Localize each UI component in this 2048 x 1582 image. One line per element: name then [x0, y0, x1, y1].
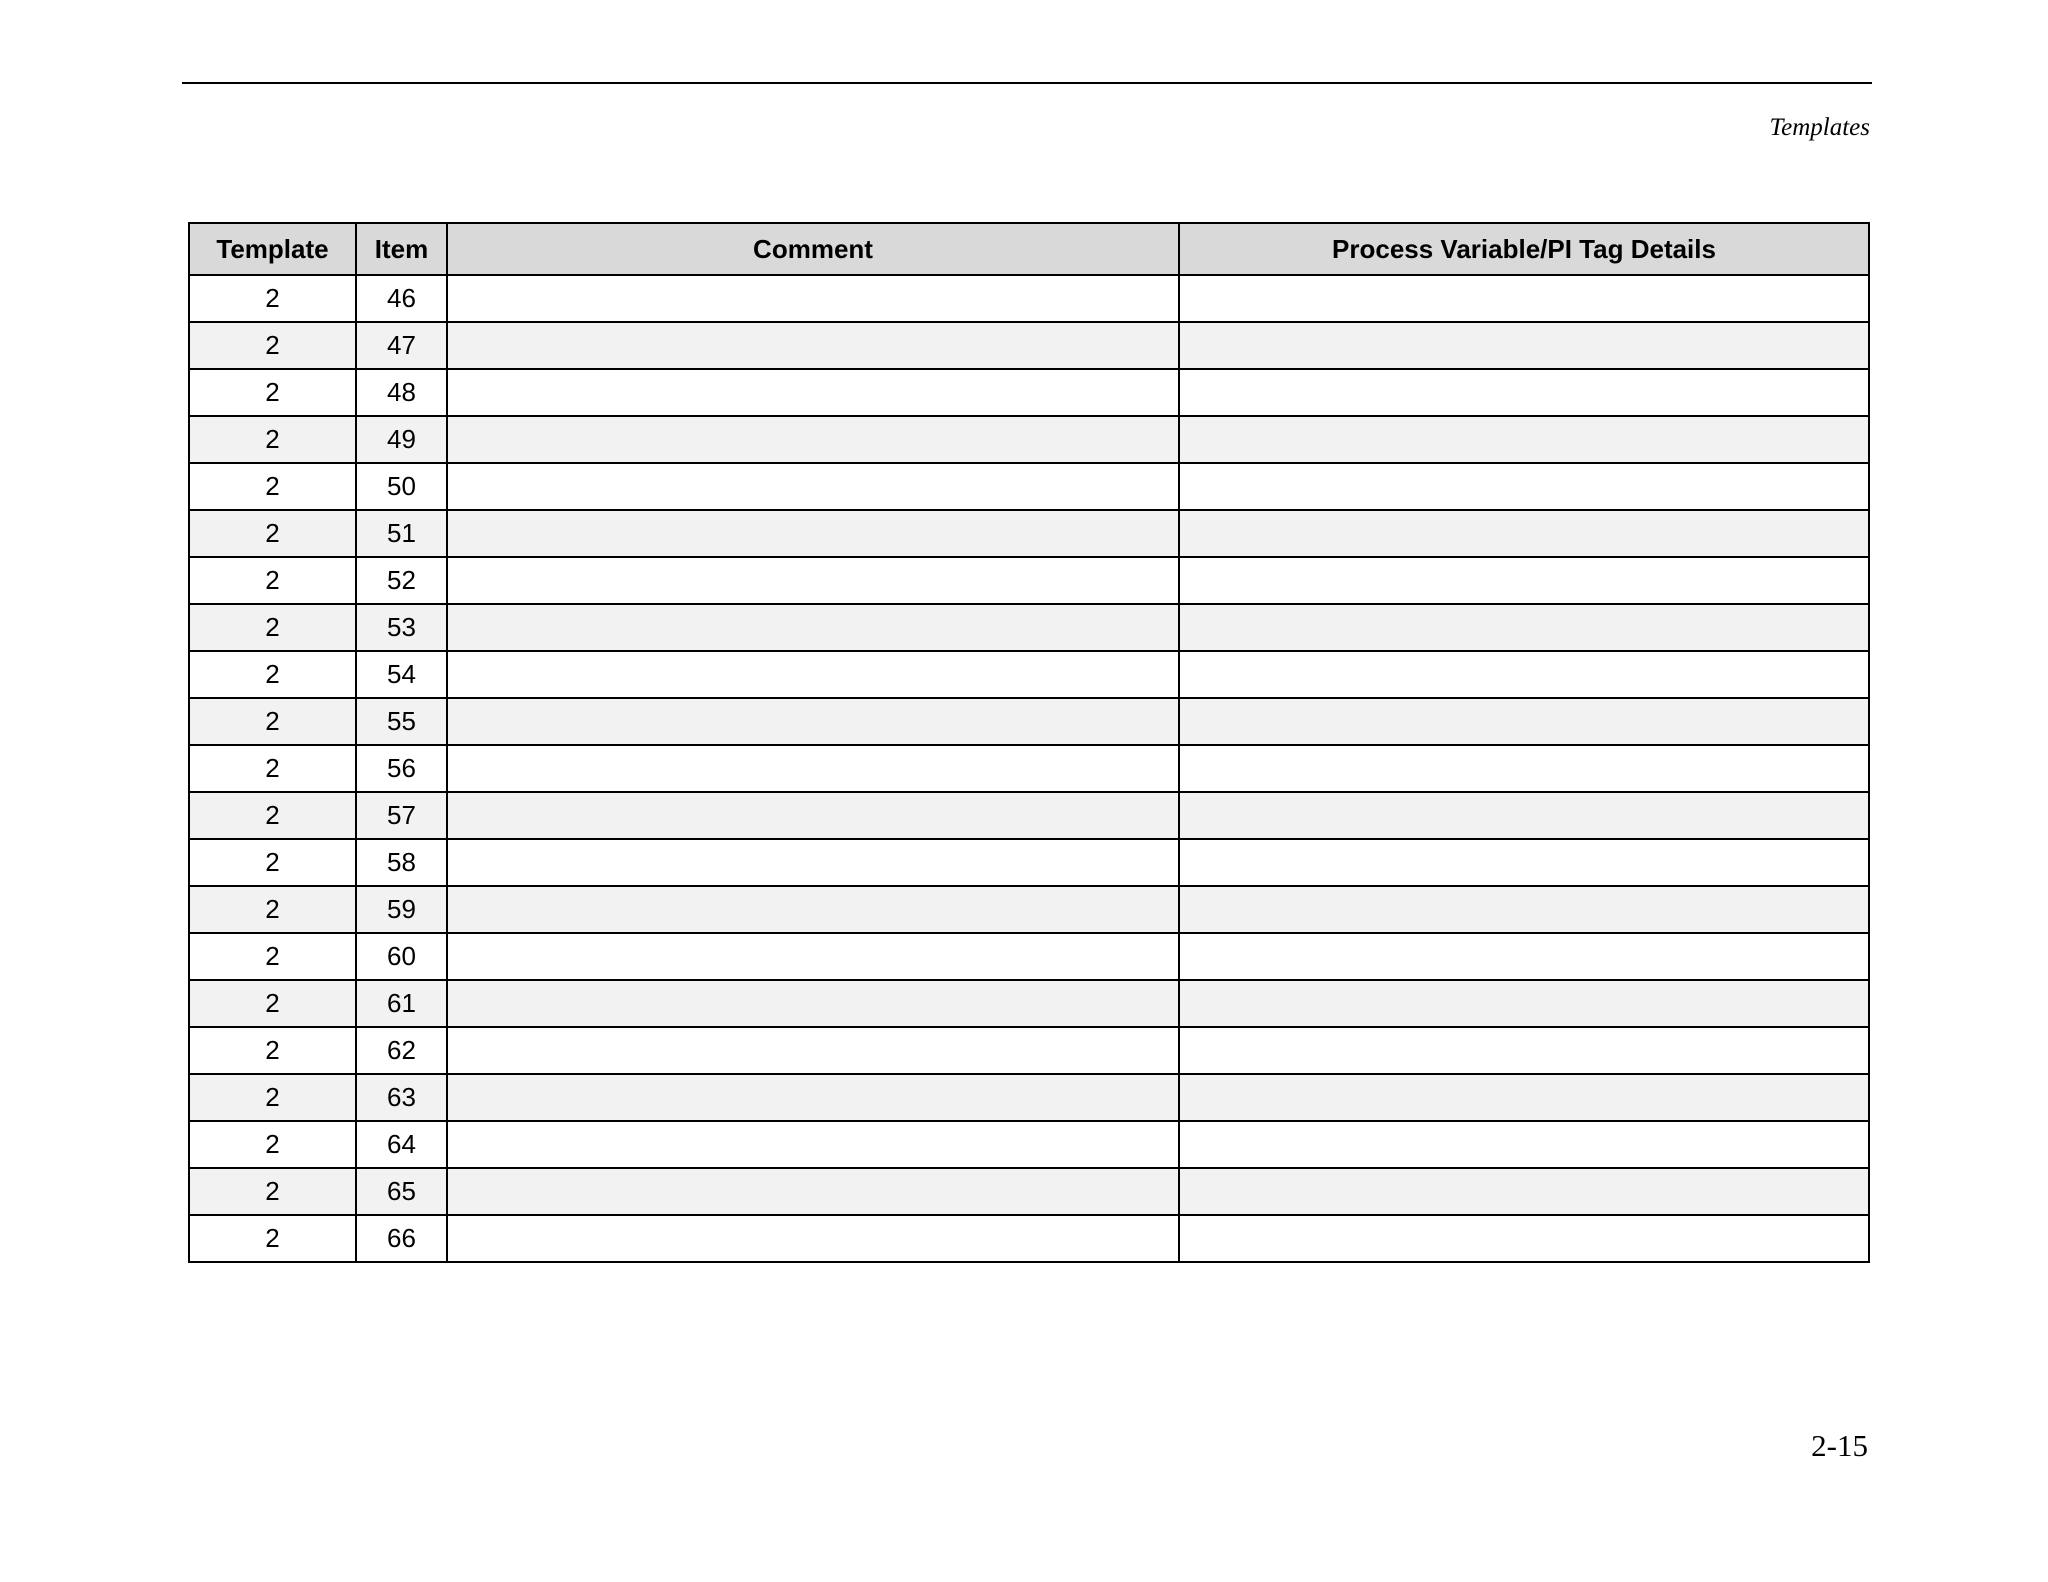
- details-cell[interactable]: [1179, 651, 1869, 698]
- column-header-template: Template: [189, 223, 356, 275]
- comment-cell[interactable]: [447, 1074, 1179, 1121]
- template-cell: 2: [189, 369, 356, 416]
- header-rule: [182, 82, 1872, 84]
- template-cell: 2: [189, 839, 356, 886]
- comment-cell[interactable]: [447, 275, 1179, 322]
- template-cell: 2: [189, 886, 356, 933]
- details-cell[interactable]: [1179, 933, 1869, 980]
- table-row: [189, 1168, 1869, 1215]
- details-cell[interactable]: [1179, 839, 1869, 886]
- details-cell[interactable]: [1179, 557, 1869, 604]
- details-cell[interactable]: [1179, 980, 1869, 1027]
- table-row: [189, 1215, 1869, 1262]
- details-cell[interactable]: [1179, 886, 1869, 933]
- item-cell: 55: [356, 698, 447, 745]
- item-cell: 63: [356, 1074, 447, 1121]
- comment-cell[interactable]: [447, 886, 1179, 933]
- item-cell: 48: [356, 369, 447, 416]
- column-header-item: Item: [356, 223, 447, 275]
- comment-cell[interactable]: [447, 698, 1179, 745]
- item-cell: 62: [356, 1027, 447, 1074]
- template-cell: 2: [189, 604, 356, 651]
- template-cell: 2: [189, 322, 356, 369]
- item-cell: 59: [356, 886, 447, 933]
- template-cell: 2: [189, 698, 356, 745]
- template-cell: 2: [189, 275, 356, 322]
- column-header-comment: Comment: [447, 223, 1179, 275]
- comment-cell[interactable]: [447, 416, 1179, 463]
- template-cell: 2: [189, 651, 356, 698]
- running-head-title: Templates: [1769, 114, 1870, 141]
- table-header-row: [189, 223, 1869, 275]
- table-row: [189, 1121, 1869, 1168]
- comment-cell[interactable]: [447, 1027, 1179, 1074]
- item-cell: 57: [356, 792, 447, 839]
- details-cell[interactable]: [1179, 1168, 1869, 1215]
- template-cell: 2: [189, 557, 356, 604]
- details-cell[interactable]: [1179, 1215, 1869, 1262]
- details-cell[interactable]: [1179, 1074, 1869, 1121]
- table-row: [189, 322, 1869, 369]
- comment-cell[interactable]: [447, 1168, 1179, 1215]
- table-row: [189, 557, 1869, 604]
- details-cell[interactable]: [1179, 792, 1869, 839]
- comment-cell[interactable]: [447, 839, 1179, 886]
- comment-cell[interactable]: [447, 369, 1179, 416]
- details-cell[interactable]: [1179, 745, 1869, 792]
- item-cell: 50: [356, 463, 447, 510]
- details-cell[interactable]: [1179, 698, 1869, 745]
- item-cell: 64: [356, 1121, 447, 1168]
- table-row: [189, 792, 1869, 839]
- table-row: [189, 745, 1869, 792]
- comment-cell[interactable]: [447, 557, 1179, 604]
- table-row: [189, 604, 1869, 651]
- template-items-table: [188, 222, 1870, 1263]
- template-cell: 2: [189, 933, 356, 980]
- template-cell: 2: [189, 1121, 356, 1168]
- details-cell[interactable]: [1179, 510, 1869, 557]
- template-cell: 2: [189, 792, 356, 839]
- table-row: [189, 1027, 1869, 1074]
- details-cell[interactable]: [1179, 416, 1869, 463]
- template-cell: 2: [189, 745, 356, 792]
- comment-cell[interactable]: [447, 745, 1179, 792]
- table-row: [189, 416, 1869, 463]
- table-row: [189, 933, 1869, 980]
- item-cell: 46: [356, 275, 447, 322]
- details-cell[interactable]: [1179, 1121, 1869, 1168]
- table-body: [189, 275, 1869, 1262]
- item-cell: 66: [356, 1215, 447, 1262]
- template-cell: 2: [189, 1027, 356, 1074]
- item-cell: 52: [356, 557, 447, 604]
- template-cell: 2: [189, 980, 356, 1027]
- item-cell: 51: [356, 510, 447, 557]
- comment-cell[interactable]: [447, 510, 1179, 557]
- item-cell: 47: [356, 322, 447, 369]
- item-cell: 61: [356, 980, 447, 1027]
- template-cell: 2: [189, 1168, 356, 1215]
- table-row: [189, 980, 1869, 1027]
- comment-cell[interactable]: [447, 1121, 1179, 1168]
- comment-cell[interactable]: [447, 651, 1179, 698]
- item-cell: 58: [356, 839, 447, 886]
- table-row: [189, 698, 1869, 745]
- item-cell: 53: [356, 604, 447, 651]
- comment-cell[interactable]: [447, 463, 1179, 510]
- comment-cell[interactable]: [447, 792, 1179, 839]
- details-cell[interactable]: [1179, 322, 1869, 369]
- page-number: 2-15: [1811, 1428, 1868, 1463]
- comment-cell[interactable]: [447, 1215, 1179, 1262]
- table-row: [189, 1074, 1869, 1121]
- item-cell: 49: [356, 416, 447, 463]
- item-cell: 60: [356, 933, 447, 980]
- template-cell: 2: [189, 510, 356, 557]
- column-header-details: Process Variable/PI Tag Details: [1179, 223, 1869, 275]
- details-cell[interactable]: [1179, 275, 1869, 322]
- comment-cell[interactable]: [447, 933, 1179, 980]
- template-cell: 2: [189, 1215, 356, 1262]
- details-cell[interactable]: [1179, 463, 1869, 510]
- comment-cell[interactable]: [447, 322, 1179, 369]
- details-cell[interactable]: [1179, 604, 1869, 651]
- template-cell: 2: [189, 463, 356, 510]
- table-row: [189, 651, 1869, 698]
- table-row: [189, 839, 1869, 886]
- comment-cell[interactable]: [447, 604, 1179, 651]
- table-row: [189, 463, 1869, 510]
- template-cell: 2: [189, 416, 356, 463]
- details-cell[interactable]: [1179, 369, 1869, 416]
- table-row: [189, 886, 1869, 933]
- details-cell[interactable]: [1179, 1027, 1869, 1074]
- table-row: [189, 510, 1869, 557]
- table-row: [189, 275, 1869, 322]
- table-row: [189, 369, 1869, 416]
- comment-cell[interactable]: [447, 980, 1179, 1027]
- item-cell: 56: [356, 745, 447, 792]
- item-cell: 65: [356, 1168, 447, 1215]
- item-cell: 54: [356, 651, 447, 698]
- template-cell: 2: [189, 1074, 356, 1121]
